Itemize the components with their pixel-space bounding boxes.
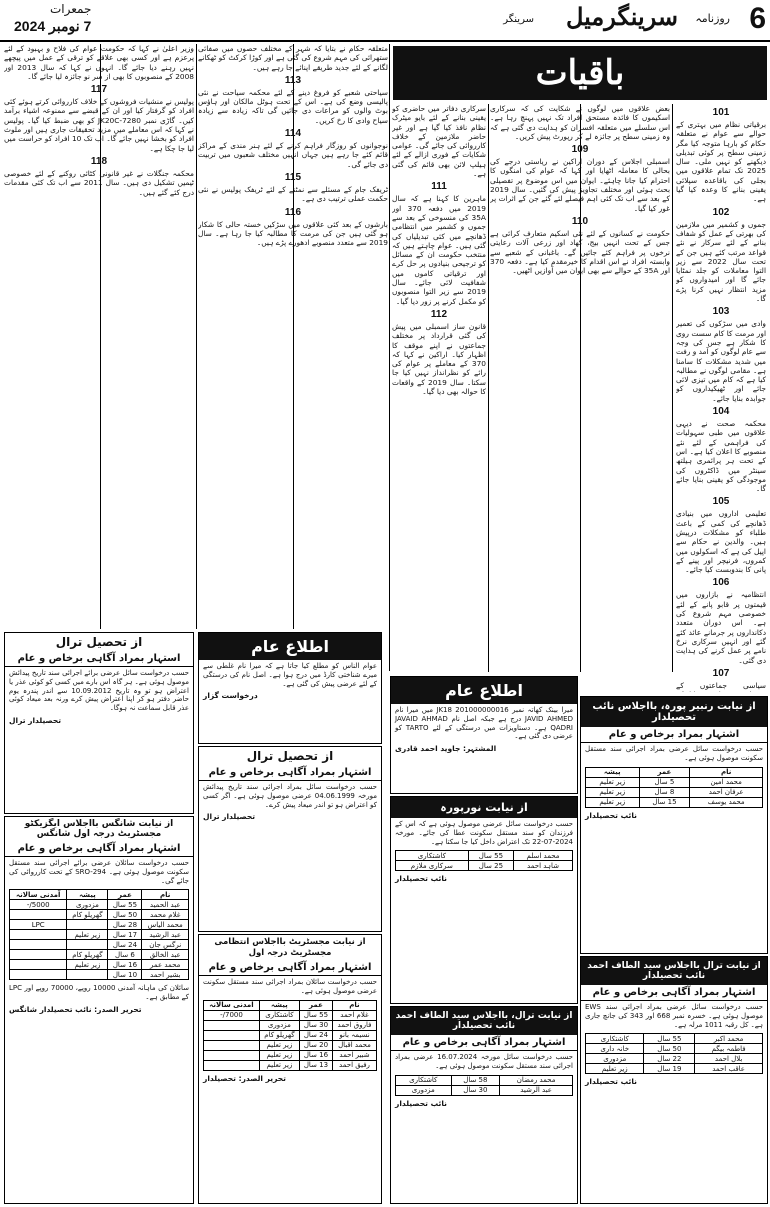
item-number: 101 xyxy=(712,107,730,118)
notice-heading: از نیابت ترال، بااجلاس سید الطاف احمد نائب تحصیلدار xyxy=(391,1007,577,1035)
issue-date: 7 نومبر 2024 xyxy=(14,18,92,34)
table-cell: 16 سال xyxy=(299,1050,332,1060)
article-paragraph: تعلیمی اداروں میں بنیادی ڈھانچے کی کمی کے باعث طلباء کو مشکلات درپیش ہیں۔ والدین نے حکام سے اپیل کی ہے کہ اسکولوں میں کمروں، فرنیچر اور پینے کے پانی کا بندوبست کیا جائے۔ xyxy=(676,509,766,575)
table-cell: بشیر احمد xyxy=(142,970,189,980)
text-column-5 xyxy=(4,44,194,629)
column-header: عمر xyxy=(299,1000,332,1010)
article-paragraph: سیاحتی شعبے کو فروغ دینے کے لئے محکمہ سیاحت نے نئی پالیسی وضع کی ہے۔ اس کے تحت ہوٹل مالکان اور ہاؤس بوٹ والوں کو مراعات دی جائیں گی تاکہ زیادہ سے زیادہ سیاح وادی کا رخ کریں۔ xyxy=(198,87,388,125)
item-number: 104 xyxy=(712,406,730,418)
table-cell: 16 سال xyxy=(108,960,142,970)
table-cell: عبد الرشید xyxy=(500,1085,573,1095)
table-cell: رفیق احمد xyxy=(332,1060,376,1070)
table-row xyxy=(204,1010,377,1020)
table-cell: LPC xyxy=(10,920,67,930)
table-cell: غلام محمد xyxy=(142,910,189,920)
table-cell: 30 سال xyxy=(451,1085,500,1095)
table-cell: 24 سال xyxy=(299,1030,332,1040)
table-cell: 28 سال xyxy=(108,920,142,930)
notice-heading: از نیابت شانگس بااجلاس ایگزیکٹو مجسٹریٹ درجہ اول شانگس xyxy=(24,819,174,839)
table-cell xyxy=(204,1030,260,1040)
table-cell: نرگس جان xyxy=(142,940,189,950)
text-column-4 xyxy=(198,44,388,629)
notice-signature: تحصیلدار ترال xyxy=(9,715,62,725)
table-row xyxy=(396,861,573,871)
table-cell: زیر تعلیم xyxy=(586,797,640,807)
table-cell: سرکاری ملازم xyxy=(396,861,469,871)
text-column-3 xyxy=(392,104,486,670)
table-row xyxy=(204,1060,377,1070)
notice-rainbarpora xyxy=(580,696,768,954)
table-row xyxy=(10,970,189,980)
table-cell: عبد الحمید xyxy=(142,900,189,910)
table-cell xyxy=(204,1060,260,1070)
table-cell: 50 سال xyxy=(644,1044,695,1054)
table-cell xyxy=(204,1040,260,1050)
notice-body: میرا بینک کھاتہ نمبر JK18 201000000016 میں میرا نام JAVID AHMED درج ہے جبکہ اصل نام JAVAID AHMAD QADRI ہے۔ دستاویزات میں درستگی کے لئے TARTO کو عرضی دی گئی ہے۔ xyxy=(395,706,574,741)
notice-shopian xyxy=(4,816,194,1204)
article-paragraph: انتظامیہ نے بازاروں میں قیمتوں پر قابو پانے کے لئے خصوصی مہم شروع کی ہے۔ اس دوران متعدد دکانداروں پر جرمانے عائد کئے گئے اور انہیں سرکاری نرخ نامے پر عمل کرنے کی ہدایت دی گئی۔ xyxy=(676,590,766,665)
table-cell xyxy=(67,940,108,950)
table-cell: عاقب احمد xyxy=(695,1064,763,1074)
notice-subject: اشتہار بمراد آگاہی برخاص و عام xyxy=(5,841,193,857)
table-cell: 20 سال xyxy=(299,1040,332,1050)
issue-day: جمعرات xyxy=(50,2,92,16)
article-paragraph: ماہرین کا کہنا ہے کہ سال 2019 میں دفعہ 370 اور 35A کی منسوخی کے بعد سے جموں و کشمیر میں انتظامی ڈھانچے میں کئی تبدیلیاں کی گئی ہیں۔ عوام چاہتے ہیں کہ منتخب حکومت ان کے مسائل کو ترجیحی بنیادوں پر حل کرے اور ترقیاتی کاموں میں شفافیت لائی جائے۔ سال 2019 سے زیر التوا منصوبوں کو مکمل کرنے پر زور دیا گیا۔ xyxy=(392,194,486,306)
article-paragraph: سرکاری دفاتر میں حاضری کو یقینی بنانے کے لئے بایو میٹرک نظام نافذ کیا گیا ہے اور غیر حاضر ملازمین کے خلاف کارروائی کی جائے گی۔ عوامی شکایات کے فوری ازالے کے لئے ہیلپ لائن بھی قائم کی گئی ہے۔ xyxy=(392,104,486,179)
item-number: 111 xyxy=(431,181,447,193)
notice-signature: نائب تحصیلدار xyxy=(395,874,447,884)
table-cell: 55 سال xyxy=(108,900,142,910)
table-cell: عبد الرشید xyxy=(142,930,189,940)
article-paragraph: اسمبلی اجلاس کے دوران اراکین نے ریاستی درجے کی بحالی کا معاملہ اٹھایا اور کہا کہ عوام کی امنگوں کا احترام کیا جانا چاہئے۔ ایوان میں اس موضوع پر تفصیلی بحث ہوئی اور مختلف تجاویز پیش کی گئیں۔ سال 2019 کے بعد سے اب تک کئی اہم فیصلے لئے گئے جن کے اثرات پر غور کیا گیا۔ xyxy=(490,157,670,213)
item-number: 110 xyxy=(571,215,589,227)
table-row xyxy=(10,940,189,950)
item-number: 118 xyxy=(90,155,108,167)
table-cell: 55 سال xyxy=(299,1010,332,1020)
item-number: 107 xyxy=(712,667,730,679)
notice-subject: اشتہار بمراد آگاہی برخاص و عام xyxy=(199,960,381,976)
article-paragraph: پولیس نے منشیات فروشوں کے خلاف کارروائی کرتے ہوئے کئی افراد کو گرفتار کیا اور ان کے قبضے سے ممنوعہ اشیاء برآمد کیں۔ گاڑی نمبر JK20C-7280 کو بھی ضبط کیا گیا۔ پولیس نے کہا کہ اس معاملے میں مزید تحقیقات جاری ہیں اور ملوث افراد کو بخشا نہیں جائے گا۔ اب تک 10 افراد کو حراست میں لیا جا چکا ہے۔ xyxy=(4,97,194,153)
column-header: آمدنی سالانہ xyxy=(10,890,67,900)
table-cell: محمد الیاس xyxy=(142,920,189,930)
table-cell xyxy=(10,970,67,980)
notice-signature: تحصیلدار ترال xyxy=(203,812,256,822)
table-cell: 13 سال xyxy=(299,1060,332,1070)
table-row xyxy=(586,1054,763,1064)
notice-subject: اشتہار بمراد آگاہی برخاص و عام xyxy=(199,765,381,781)
notice-heading: از نیابت رنبیر پورہ، بااجلاس نائب تحصیلدار xyxy=(581,697,767,727)
notice-heading: اطلاع عام xyxy=(199,633,381,660)
item-number: 106 xyxy=(712,577,730,589)
article-paragraph: متعلقہ حکام نے بتایا کہ شہر کے مختلف حصوں میں صفائی ستھرائی کی مہم شروع کی گئی ہے اور کوڑا کرکٹ کو ٹھکانے لگانے کے لئے جدید طریقے اپنائے جا رہے ہیں۔ xyxy=(198,44,388,72)
item-number: 115 xyxy=(284,171,302,183)
table-cell: مزدوری xyxy=(259,1020,299,1030)
notice-tral-naib xyxy=(390,1006,578,1204)
notice-signature: تحریر الصدر: نائب تحصیلدار شانگس xyxy=(9,1004,142,1014)
table-cell: 15 سال xyxy=(639,797,690,807)
table-cell: کاشتکاری xyxy=(396,1075,452,1085)
residents-table xyxy=(585,1033,763,1074)
item-number: 116 xyxy=(284,206,302,218)
page-number: 6 xyxy=(749,2,766,35)
article-paragraph: قانون ساز اسمبلی میں پیش کی گئی قرارداد پر مختلف جماعتوں نے اپنے موقف کا اظہار کیا۔ اراکین نے کہا کہ 370 کے معاملے پر عوام کی رائے کو نظرانداز نہیں کیا جا سکتا۔ سال 2019 کے واقعات کا حوالہ بھی دیا گیا۔ xyxy=(392,321,486,397)
table-cell: 24 سال xyxy=(108,940,142,950)
article-paragraph: حکومت نے کسانوں کے لئے نئی اسکیم متعارف کرائی ہے جس کے تحت انہیں بیج، کھاد اور زرعی آلات رعایتی نرخوں پر فراہم کئے جائیں گے۔ باغبانی کے شعبے سے وابستہ افراد نے اس اقدام کا خیرمقدم کیا ہے۔ دفعہ 370 اور 35A کے حوالے سے بھی ایوان میں آوازیں اٹھیں۔ xyxy=(490,228,670,276)
column-header: پیشہ xyxy=(259,1000,299,1010)
notice-body: حسب درخواست سائلان بمراد اجرائی سند مستقل سکونت عرضی موصول ہوئی ہے۔ xyxy=(203,978,377,995)
table-row xyxy=(10,900,189,910)
table-cell: 50 سال xyxy=(108,910,142,920)
table-row xyxy=(586,1064,763,1074)
notice-body: حسب درخواست سائل بمراد اجرائی سند تاریخ پیدائش مورخہ 04.06.1999 عرضی موصول ہوئی ہے۔ اگر کسی کو اعتراض ہو تو اندر میعاد پیش کرے۔ xyxy=(203,783,377,809)
table-header-row xyxy=(586,767,763,777)
column-header: پیشہ xyxy=(586,767,640,777)
article-paragraph: وزیر اعلیٰ نے کہا کہ حکومت عوام کی فلاح و بہبود کے لئے پرعزم ہے اور کسی بھی علاقے کو ترقی کے عمل میں پیچھے نہیں رہنے دیا جائے گا۔ انہوں نے کہا کہ سال 2013 اور 2008 کے منصوبوں کا بھی از سر نو جائزہ لیا جائے گا۔ xyxy=(4,44,194,81)
table-cell: زیر تعلیم xyxy=(586,777,640,787)
notice-body: حسب درخواست سائل عرضی بمراد اجرائی سند مستقل سکونت موصول ہوئی ہے۔ xyxy=(585,745,763,762)
section-banner: باقیات xyxy=(393,46,767,100)
notice-ittila-aam-2 xyxy=(390,676,578,794)
table-cell: محمد امین xyxy=(690,777,763,787)
item-number: 117 xyxy=(90,84,108,96)
table-cell: 5 سال xyxy=(639,777,690,787)
residents-table xyxy=(9,889,189,980)
notice-heading: از تحصیل ترال xyxy=(55,635,143,649)
table-cell: 5000/- xyxy=(10,900,67,910)
table-cell: خانہ داری xyxy=(586,1044,644,1054)
notice-signature: نائب تحصیلدار xyxy=(585,810,637,820)
table-row xyxy=(396,1085,573,1095)
article-paragraph: ٹریفک جام کے مسئلے سے نمٹنے کے لئے ٹریفک پولیس نے نئی حکمت عملی ترتیب دی ہے۔ xyxy=(198,184,388,204)
table-cell: 6 سال xyxy=(108,950,142,960)
table-cell: کاشتکاری xyxy=(396,851,469,861)
column-header: عمر xyxy=(108,890,142,900)
article-paragraph: محکمہ صحت نے دیہی علاقوں میں طبی سہولیات کی فراہمی کے لئے نئے منصوبے کا اعلان کیا ہے۔ اس کے تحت ہر پرائمری ہیلتھ سینٹر میں ڈاکٹروں کی موجودگی کو یقینی بنایا جائے گا۔ xyxy=(676,419,766,494)
table-cell: شبیر احمد xyxy=(332,1050,376,1060)
table-row xyxy=(204,1030,377,1040)
table-cell: محمد اقبال xyxy=(332,1040,376,1050)
notice-tral-ews xyxy=(580,956,768,1204)
column-header: عمر xyxy=(639,767,690,777)
notice-signature: تحریر الصدر: تحصیلدار xyxy=(203,1073,286,1083)
text-column-2 xyxy=(490,104,670,670)
table-row xyxy=(10,930,189,940)
notice-signature: نائب تحصیلدار xyxy=(585,1077,637,1087)
item-number: 113 xyxy=(284,74,302,86)
table-cell: مزدوری xyxy=(586,1054,644,1064)
text-column-1 xyxy=(676,104,766,692)
notice-magistrate xyxy=(198,934,382,1204)
notice-subject: استہار بمراد آگاہی برخاص و عام xyxy=(5,651,193,667)
table-cell: زیر تعلیم xyxy=(67,930,108,940)
article-paragraph: وادی میں سڑکوں کی تعمیر اور مرمت کا کام سست روی کا شکار ہے جس کی وجہ سے عام لوگوں کو آمد و رفت میں شدید مشکلات کا سامنا ہے۔ مقامی لوگوں نے مطالبہ کیا ہے کہ کام میں تیزی لائی جائے اور ٹھیکیداروں کو جوابدہ بنایا جائے۔ xyxy=(676,319,766,403)
table-row xyxy=(586,797,763,807)
notice-body: عوام الناس کو مطلع کیا جاتا ہے کہ میرا نام غلطی سے میرے شناختی کارڈ میں درج ہوا ہے۔ اصل نام کی درستگی کے لئے عرضی پیش کی گئی ہے۔ xyxy=(203,662,377,688)
notice-noorpora xyxy=(390,796,578,1004)
table-row xyxy=(586,787,763,797)
column-header: آمدنی سالانہ xyxy=(204,1000,260,1010)
notice-tral-tehsil-2 xyxy=(198,746,382,932)
table-cell xyxy=(204,1020,260,1030)
newspaper-name: سرینگرمیل xyxy=(565,2,678,31)
table-cell: فاروق احمد xyxy=(332,1020,376,1030)
item-number: 102 xyxy=(712,206,730,218)
notice-tral-tehsil xyxy=(4,632,194,814)
table-cell: عرفان احمد xyxy=(690,787,763,797)
notice-body: حسب درخواست سائل عرضی موصول ہوئی ہے کہ اس کے فرزندان کو سند مستقل سکونت عطا کی جائے۔ مورخہ 2024-07-22 تک اعتراض داخل کیا جا سکتا ہے۔ xyxy=(395,820,573,846)
table-cell: غلام احمد xyxy=(332,1010,376,1020)
table-cell: گھریلو کام xyxy=(67,950,108,960)
table-cell: مزدوری xyxy=(67,900,108,910)
table-cell: 55 سال xyxy=(644,1034,695,1044)
paper-city: سرینگر xyxy=(503,14,534,25)
table-cell: مزدوری xyxy=(396,1085,452,1095)
table-row xyxy=(10,950,189,960)
masthead xyxy=(0,0,770,42)
article-paragraph: بعض علاقوں میں لوگوں نے شکایت کی کہ سرکاری اسکیموں کا فائدہ مستحق افراد تک نہیں پہنچ رہا ہے۔ اس سلسلے میں متعلقہ افسران کو ہدایت دی گئی ہے کہ وہ زمینی سطح پر جائزہ لے کر رپورٹ پیش کریں۔ xyxy=(490,104,670,141)
table-cell: 25 سال xyxy=(468,861,513,871)
table-cell: گھریلو کام xyxy=(67,910,108,920)
table-cell: 7000/- xyxy=(204,1010,260,1020)
notice-subject: اشتہار بمراد آگاہی برخاص و عام xyxy=(581,985,767,1001)
table-cell: 19 سال xyxy=(644,1064,695,1074)
notice-heading: از نیابت نورپورہ xyxy=(391,797,577,818)
table-cell: شاہد احمد xyxy=(514,861,573,871)
table-cell: زیر تعلیم xyxy=(67,960,108,970)
table-row xyxy=(10,910,189,920)
residents-table xyxy=(395,1075,573,1096)
table-row xyxy=(204,1050,377,1060)
article-paragraph: بارشوں کے بعد کئی علاقوں میں سڑکیں خستہ حالی کا شکار ہو گئی ہیں جن کی مرمت کا مطالبہ کیا جا رہا ہے۔ سال 2019 سے متعدد منصوبے ادھورے پڑے ہیں۔ xyxy=(198,219,388,248)
table-row xyxy=(396,1075,573,1085)
table-cell: گھریلو کام xyxy=(259,1030,299,1040)
paper-kind: روزنامہ xyxy=(695,12,730,25)
column-header: نام xyxy=(690,767,763,777)
article-paragraph: جموں و کشمیر میں ملازمین کی بھرتی کے عمل کو شفاف بنانے کے لئے سرکار نے نئے قواعد مرتب کئے ہیں جن کے تحت سال 2022 سے زیر التوا معاملات کو جلد نمٹایا جائے گا اور امیدواروں کو مزید انتظار نہیں کرنا پڑے گا۔ xyxy=(676,219,766,304)
table-cell: 58 سال xyxy=(451,1075,500,1085)
table-cell: محمد عمر xyxy=(142,960,189,970)
notice-subject: اشتہار بمراد برخاص و عام xyxy=(581,727,767,743)
table-row xyxy=(10,920,189,930)
notice-signature: نائب تحصیلدار xyxy=(395,1098,447,1108)
table-cell: زیر تعلیم xyxy=(586,1064,644,1074)
table-cell xyxy=(10,950,67,960)
table-cell: محمد رمضان xyxy=(500,1075,573,1085)
table-cell: 10 سال xyxy=(108,970,142,980)
item-number: 105 xyxy=(712,496,730,508)
table-row xyxy=(204,1040,377,1050)
article-paragraph: نوجوانوں کو روزگار فراہم کرنے کے لئے ہنر مندی کے مراکز قائم کئے جا رہے ہیں جہاں انہیں مختلف شعبوں میں تربیت دی جائے گی۔ xyxy=(198,141,388,169)
table-cell: محمد یوسف xyxy=(690,797,763,807)
table-cell: عبد الخالق xyxy=(142,950,189,960)
table-cell: کاشتکاری xyxy=(586,1034,644,1044)
table-header-row xyxy=(204,1000,377,1010)
table-cell: محمد اکبر xyxy=(695,1034,763,1044)
notice-signature: المشتہر: جاوید احمد قادری xyxy=(395,744,497,754)
table-cell xyxy=(10,930,67,940)
article-paragraph: محکمہ جنگلات نے غیر قانونی کٹائی روکنے کے لئے خصوصی ٹیمیں تشکیل دی ہیں۔ سال 2011 سے اب تک کئی مقدمات درج کئے گئے ہیں۔ xyxy=(4,168,194,197)
residents-table xyxy=(395,850,573,871)
residents-table xyxy=(203,1000,377,1071)
column-header: نام xyxy=(142,890,189,900)
notice-heading: از نیابت ترال بااجلاس سید الطاف احمد نائب تحصیلدار xyxy=(581,957,767,985)
table-cell: بلال احمد xyxy=(695,1054,763,1064)
table-cell xyxy=(67,970,108,980)
table-row xyxy=(586,777,763,787)
table-cell xyxy=(10,940,67,950)
table-cell: زیر تعلیم xyxy=(586,787,640,797)
table-cell: کاشتکاری xyxy=(259,1010,299,1020)
table-cell xyxy=(204,1050,260,1060)
article-paragraph: برقیاتی نظام میں بہتری کے حوالے سے عوام نے متعلقہ حکام کو بارہا متوجہ کیا مگر زمینی سطح پر کوئی تبدیلی دیکھنے کو نہیں ملی۔ سال 2025 تک تمام علاقوں میں بجلی کی باقاعدہ سپلائی یقینی بنانے کا وعدہ کیا گیا ہے۔ xyxy=(676,120,766,204)
table-cell: 17 سال xyxy=(108,930,142,940)
notice-body: حسب درخواست سائل مورخہ 16.07.2024 عرضی بمراد اجرائی سند مستقل سکونت موصول ہوئی ہے۔ xyxy=(395,1053,573,1070)
notice-ittila-aam-1 xyxy=(198,632,382,744)
notice-body: حسب درخواست سائل عرضی برائے اجرائی سند تاریخ پیدائش موصول ہوئی ہے۔ ہر گاہ اس بارے میں کسی کو کوئی عذر یا اعتراض ہو تو وہ تاریخ 10.09.2012 سے اندر پندرہ یوم حاضر دفتر ہو کر اپنا اعتراض پیش کرے ورنہ بعد میعاد کوئی عذر قابل سماعت نہ ہوگا۔ xyxy=(9,669,189,713)
column-header: نام xyxy=(332,1000,376,1010)
notice-heading: اطلاع عام xyxy=(391,677,577,704)
table-cell: فاطمہ بیگم xyxy=(695,1044,763,1054)
notice-subject: اشتہار بمراد آگاہی برخاص و عام xyxy=(391,1035,577,1051)
table-row xyxy=(10,960,189,970)
table-cell: 30 سال xyxy=(299,1020,332,1030)
table-cell: 22 سال xyxy=(644,1054,695,1064)
notice-heading: از نیابت مجسٹریٹ بااجلاس انتظامی مجسٹریٹ درجہ اول xyxy=(214,937,366,958)
table-cell: زیر تعلیم xyxy=(259,1040,299,1050)
notice-body: حسب درخواست سائلان عرضی برائے اجرائی سند مستقل سکونت موصول ہوئی ہے۔ SRO-294 کے تحت کارروائی کی جائے گی۔ xyxy=(9,859,189,885)
item-number: 103 xyxy=(712,306,730,318)
item-number: 112 xyxy=(430,308,448,320)
item-number: 109 xyxy=(571,144,589,156)
table-cell: زیر تعلیم xyxy=(259,1060,299,1070)
notice-footer-text: سائلان کی ماہانہ آمدنی 10000 روپے، 70000 روپے اور LPC کے مطابق ہے۔ xyxy=(9,984,189,1002)
table-header-row xyxy=(10,890,189,900)
article-paragraph: سیاسی جماعتوں کے xyxy=(676,680,766,690)
notice-body: حسب درخواست سائل عرضی بمراد اجرائی سند EWS موصول ہوئی ہے۔ خسرہ نمبر 668 اور 343 کی جانچ جاری ہے۔ کل رقبہ 1011 مرلہ ہے۔ xyxy=(585,1003,764,1029)
residents-table xyxy=(585,767,763,808)
table-cell: 55 سال xyxy=(468,851,513,861)
table-row xyxy=(204,1020,377,1030)
item-number: 114 xyxy=(284,128,302,140)
table-row xyxy=(396,851,573,861)
table-cell: نسیمہ بانو xyxy=(332,1030,376,1040)
table-cell xyxy=(10,910,67,920)
table-cell xyxy=(67,920,108,930)
table-cell: محمد اسلم xyxy=(514,851,573,861)
notice-signature: درخواست گزار xyxy=(203,691,258,701)
table-row xyxy=(586,1044,763,1054)
table-cell xyxy=(10,960,67,970)
column-header: پیشہ xyxy=(67,890,108,900)
table-cell: 8 سال xyxy=(639,787,690,797)
table-cell: زیر تعلیم xyxy=(259,1050,299,1060)
table-row xyxy=(586,1034,763,1044)
notice-heading: از تحصیل ترال xyxy=(246,749,334,763)
